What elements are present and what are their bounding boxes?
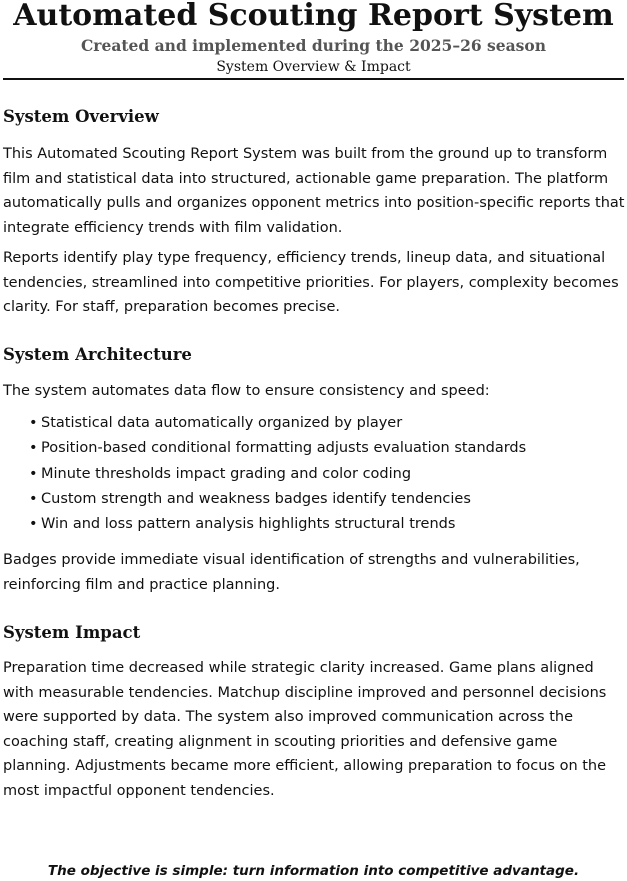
- overview-paragraph-1: This Automated Scouting Report System was built from the ground up to transform film and statistical data into structured, actionable game preparation. The platform automatically pulls and organizes opponent metrics into position-specific reports that integrate efficiency trends with film validation.: [3, 146, 625, 236]
- overview-paragraph-2: Reports identify play type frequency, efficiency trends, lineup data, and situational tendencies, streamlined into competitive priorities. For players, complexity becomes clarity. For staff, preparation becomes precise.: [3, 250, 619, 315]
- bullet-text: Custom strength and weakness badges identify tendencies: [41, 490, 471, 507]
- list-item: [29, 411, 619, 436]
- section-heading-architecture: System Architecture: [3, 345, 192, 364]
- list-item: [29, 436, 619, 461]
- page-subtitle: Created and implemented during the 2025–26 season: [80, 36, 547, 55]
- bullet-text: Minute thresholds impact grading and color coding: [41, 465, 412, 482]
- architecture-intro: The system automates data flow to ensure consistency and speed:: [3, 383, 490, 399]
- bullet-text: Position-based conditional formatting adjusts evaluation standards: [41, 440, 527, 457]
- closing-statement: The objective is simple: turn information into competitive advantage.: [47, 863, 580, 879]
- page-tagline: System Overview & Impact: [216, 59, 411, 75]
- architecture-bullet-list: [29, 411, 619, 537]
- header-divider: [3, 78, 624, 80]
- section-heading-impact: System Impact: [3, 623, 141, 642]
- page-title: Automated Scouting Report System: [13, 0, 614, 33]
- architecture-outro: Badges provide immediate visual identification of strengths and vulnerabilities, reinforcing film and practice planning.: [3, 552, 580, 593]
- list-item: [29, 487, 619, 512]
- bullet-text: Win and loss pattern analysis highlights structural trends: [41, 516, 456, 533]
- bullet-text: Statistical data automatically organized by player: [41, 415, 403, 431]
- list-item: [29, 462, 619, 487]
- list-item: [29, 512, 619, 537]
- impact-paragraph: Preparation time decreased while strategic clarity increased. Game plans aligned with measurable tendencies. Matchup discipline improved and personnel decisions were supported by data. The system also improved communication across the coaching staff, creating alignment in scouting priorities and defensive game planning. Adjustments became more efficient, allowing preparation to focus on the most impactful opponent tendencies.: [3, 660, 607, 799]
- section-heading-overview: System Overview: [3, 107, 159, 126]
